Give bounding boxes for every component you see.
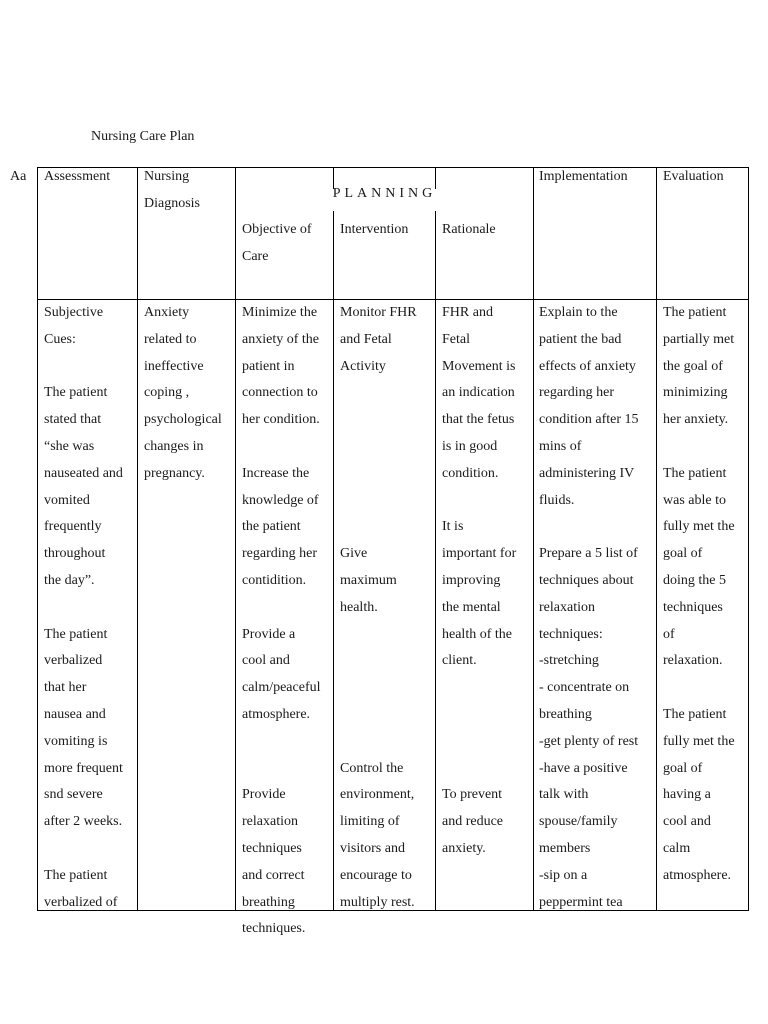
column-divider bbox=[435, 211, 436, 911]
cell-evaluation: The patient partially met the goal of minimizing her anxiety. The patient was able to fully met the goal of doing the 5 techniques of relaxation. The patient fully met the goal of having a cool and calm atmosphere. bbox=[663, 305, 735, 883]
header-nursing-diagnosis: Nursing Diagnosis bbox=[144, 169, 200, 211]
header-objective-of-care: Objective of Care bbox=[242, 222, 312, 264]
column-divider bbox=[333, 211, 334, 911]
header-rationale: Rationale bbox=[442, 222, 496, 237]
column-divider bbox=[533, 167, 534, 911]
cell-nursing-diagnosis: Anxiety related to ineffective coping , psychological changes in pregnancy. bbox=[144, 305, 222, 481]
cell-assessment: Subjective Cues: The patient stated that “she was nauseated and vomited frequently throughout the day”. The patient verbalized that her nausea and vomiting is more frequent snd severe after 2 weeks. The patient verbalized of bbox=[44, 305, 123, 910]
header-implementation: Implementation bbox=[539, 169, 628, 184]
header-assessment: Assessment bbox=[44, 169, 111, 184]
document-title: Nursing Care Plan bbox=[91, 129, 195, 144]
header-intervention: Intervention bbox=[340, 222, 409, 237]
cell-objective-of-care: Minimize the anxiety of the patient in connection to her condition. Increase the knowledge of the patient regarding her contidition. Provide a cool and calm/peaceful atmosphere. Provide relaxation techniques and correct breathing techniques. bbox=[242, 305, 321, 937]
row-marker: Aa bbox=[10, 169, 27, 184]
column-divider bbox=[656, 167, 657, 911]
cell-rationale: FHR and Fetal Movement is an indication that the fetus is in good condition. It is important for improving the mental health of the client. To prevent and reduce anxiety. bbox=[442, 305, 517, 856]
header-evaluation: Evaluation bbox=[663, 169, 724, 184]
column-divider bbox=[235, 167, 236, 911]
cell-implementation: Explain to the patient the bad effects of anxiety regarding her condition after 15 mins of administering IV fluids. Prepare a 5 list of techniques about relaxation techniques: -stretching - concentrate on breathing -get plenty of rest -have a positive talk with spouse/family members -sip on a peppermint tea bbox=[539, 305, 639, 910]
column-divider bbox=[137, 167, 138, 911]
cell-intervention: Monitor FHR and Fetal Activity Give maximum health. Control the environment, limiting of visitors and encourage to multiply rest. bbox=[340, 305, 417, 910]
planning-group-header: PLANNING bbox=[332, 186, 437, 201]
